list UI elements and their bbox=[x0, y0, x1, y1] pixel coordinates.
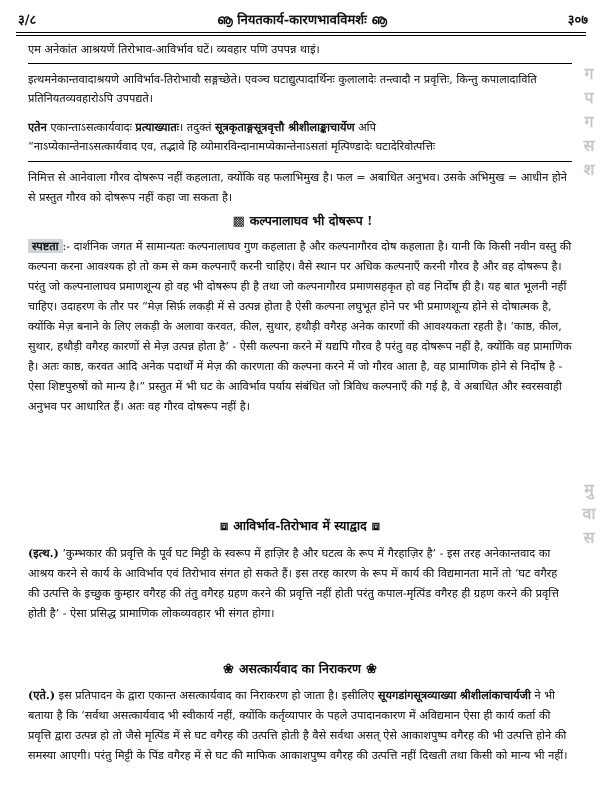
ornament-right-icon: ൡ bbox=[371, 13, 388, 28]
ornament-icon: ▩ bbox=[232, 214, 245, 229]
flower-left-icon: ❀ bbox=[223, 662, 234, 677]
ornament-left-icon: ൡ bbox=[216, 13, 233, 28]
header-rule bbox=[16, 32, 586, 33]
page-header bbox=[18, 8, 588, 30]
divider bbox=[28, 63, 572, 64]
reference-label: (एते.) bbox=[28, 688, 56, 702]
page-title: ൡ नियतकार्य-कारणभावविमर्शः ൡ bbox=[216, 13, 388, 28]
ornament-left-icon: ⧈ bbox=[220, 519, 229, 534]
para-1: निमित्त से आनेवाला गौरव दोषरूप नहीं कहलाता, क्योंकि वह फलाभिमुख है। फल = अबाधित अनुभव। उसके अभिमुख = आधीन होने से प्रस्तुत गौरव को दोषरूप नहीं कहा जा सकता है। bbox=[28, 171, 567, 204]
section-heading-1: ▩ कल्पनालाघव भी दोषरूप ! bbox=[232, 213, 373, 229]
chapter-number: ३/८ bbox=[18, 13, 37, 28]
page-number: ३०७ bbox=[567, 13, 588, 28]
sanskrit-text-2: एतेन एकान्ताऽसत्कार्यवादः प्रत्याख्यातः। तदुक्तं सूत्रकृताङ्गसूत्रवृत्तौ श्रीशीलाङ्काचार्येण अपि “नाऽप्येकान्तेनाऽसत्कार्यवाद एव, तद्भावे हि व्योमारविन्दानामप्येकान्तेनाऽसतां मृत्पिण्डादेः घटादेरिवोत्पत्तिः bbox=[28, 120, 436, 153]
divider bbox=[28, 161, 572, 162]
sidebar-watermark-top: ग प ग स श bbox=[583, 64, 595, 179]
section-heading-3: ❀ असत्कार्यवाद का निराकरण ❀ bbox=[223, 661, 377, 677]
sanskrit-text-1: इत्थमनेकान्तवादाश्रयणे आविर्भाव-तिरोभावौ सङ्गच्छेते। एवञ्च घटाद्युत्पादार्थिनः कुलालादेः तन्त्वादौ न प्रवृत्तिः, किन्तु कपालादाविति प्रतिनियतव्यवहारोऽपि उपपद्यते। bbox=[28, 73, 537, 105]
para-4: (एते.) इस प्रतिपादन के द्वारा एकान्त असत्कार्यवाद का निराकरण हो जाता है। इसीलिए सूयगडांगसूत्रव्याख्या श्रीशीलांकाचार्यजी ने भी बताया है कि ‘सर्वथा असत्कार्यवाद भी स्वीकार्य नहीं, क्योंकि कर्तृव्यापार के पहले उपादानकारण में अविद्यमान ऐसा ही कार्य कर्ता की प्रवृत्ति द्वारा उत्पन्न हो तो जैसे मृत्पिंड में से घट वगैरह की उत्पत्ति होती है वैसे सर्वथा असत् ऐसे आकाशपुष्प वगैरह की भी उत्पत्ति होने की समस्या आएगी। परंतु मिट्टी के पिंड वगैरह में से घट की माफिक आकाशपुष्प वगैरह की उत्पत्ति नहीं दिखती तथा किसी को मान्य भी नहीं। bbox=[28, 688, 568, 762]
section-heading-2: ⧈ आविर्भाव-तिरोभाव में स्याद्वाद ⧈ bbox=[220, 518, 380, 534]
reference-label: (इत्थ.) bbox=[28, 546, 59, 560]
sidebar-watermark-bottom: मु वा स bbox=[582, 480, 596, 547]
header-rule-thin bbox=[16, 35, 586, 36]
para-3: (इत्थ.) ‘कुम्भकार की प्रवृत्ति के पूर्व घट मिट्टी के स्वरूप में हाज़िर है और घटत्व के रूप में गैरहाज़िर है’ - इस तरह अनेकान्तवाद का आश्रय करने से कार्य के आविर्भाव एवं तिरोभाव संगत हो सकते हैं। इस तरह कारण के रूप में कार्य की विद्यमानता मानें तो ‘घट वगैरह की उत्पत्ति के इच्छुक कुम्हार वगैरह की तंतु वगैरह ग्रहण करने की प्रवृत्ति नहीं होती परंतु कपाल-मृत्पिंड वगैरह ही ग्रहण करने की प्रवृत्ति होती है’ - ऐसा प्रसिद्ध प्रामाणिक लोकव्यवहार भी संगत होगा। bbox=[28, 546, 559, 620]
explanation-label: स्पष्टता bbox=[28, 239, 63, 253]
flower-right-icon: ❀ bbox=[366, 662, 377, 677]
ornament-right-icon: ⧈ bbox=[371, 519, 380, 534]
gujarati-gloss: एम अनेकांत आश्रयणें तिरोभाव-आविर्भाव घटें। व्यवहार पणि उपपन्न थाइं। bbox=[28, 43, 320, 56]
para-2: स्पष्टता :- दार्शनिक जगत में सामान्यतः कल्पनालाघव गुण कहलाता है और कल्पनागौरव दोष कहलाता है। यानी कि किसी नवीन वस्तु की कल्पना करना आवश्यक हो तो कम से कम कल्पनाएँ करनी चाहिए। वैसे स्थान पर अधिक कल्पनाएँ करनी गौरव है और वह दोषरूप है। परंतु जो कल्पनालाघव प्रमाणशून्य हो वह भी दोषरूप ही है तथा जो कल्पनागौरव प्रमाणसहकृत हो वह निर्दोष ही है। यह बात भूलनी नहीं चाहिए। उदाहरण के तौर पर “मेज़ सिर्फ़ लकड़ी में से उत्पन्न होता है ऐसी कल्पना लघुभूत होने पर भी प्रमाणशून्य होने से दोषात्मक है, क्योंकि मेज़ बनाने के लिए लकड़ी के अलावा करवत, कील, सुथार, हथौड़ी वगैरह अनेक कारणों की आवश्यकता रहती है। ‘काष्ठ, कील, सुथार, हथौड़ी वगैरह कारणों से मेज़ उत्पन्न होता है’ - ऐसी कल्पना करने में यद्यपि गौरव है परंतु वह दोषरूप नहीं है, क्योंकि वह प्रामाणिक है। अतः काष्ठ, करवत आदि अनेक पदार्थों में मेज़ की कारणता की कल्पना करने में जो गौरव आता है, वह प्रामाणिक होने से निर्दोष है - ऐसा शिष्टपुरुषों को मान्य है।” प्रस्तुत में भी घट के आविर्भाव पर्याय संबंधित जो त्रिविध कल्पनाएँ की गई है, वे अबाधित और स्वरसवाही अनुभव पर आधारित हैं। अतः वह गौरव दोषरूप नहीं है। bbox=[28, 239, 572, 413]
